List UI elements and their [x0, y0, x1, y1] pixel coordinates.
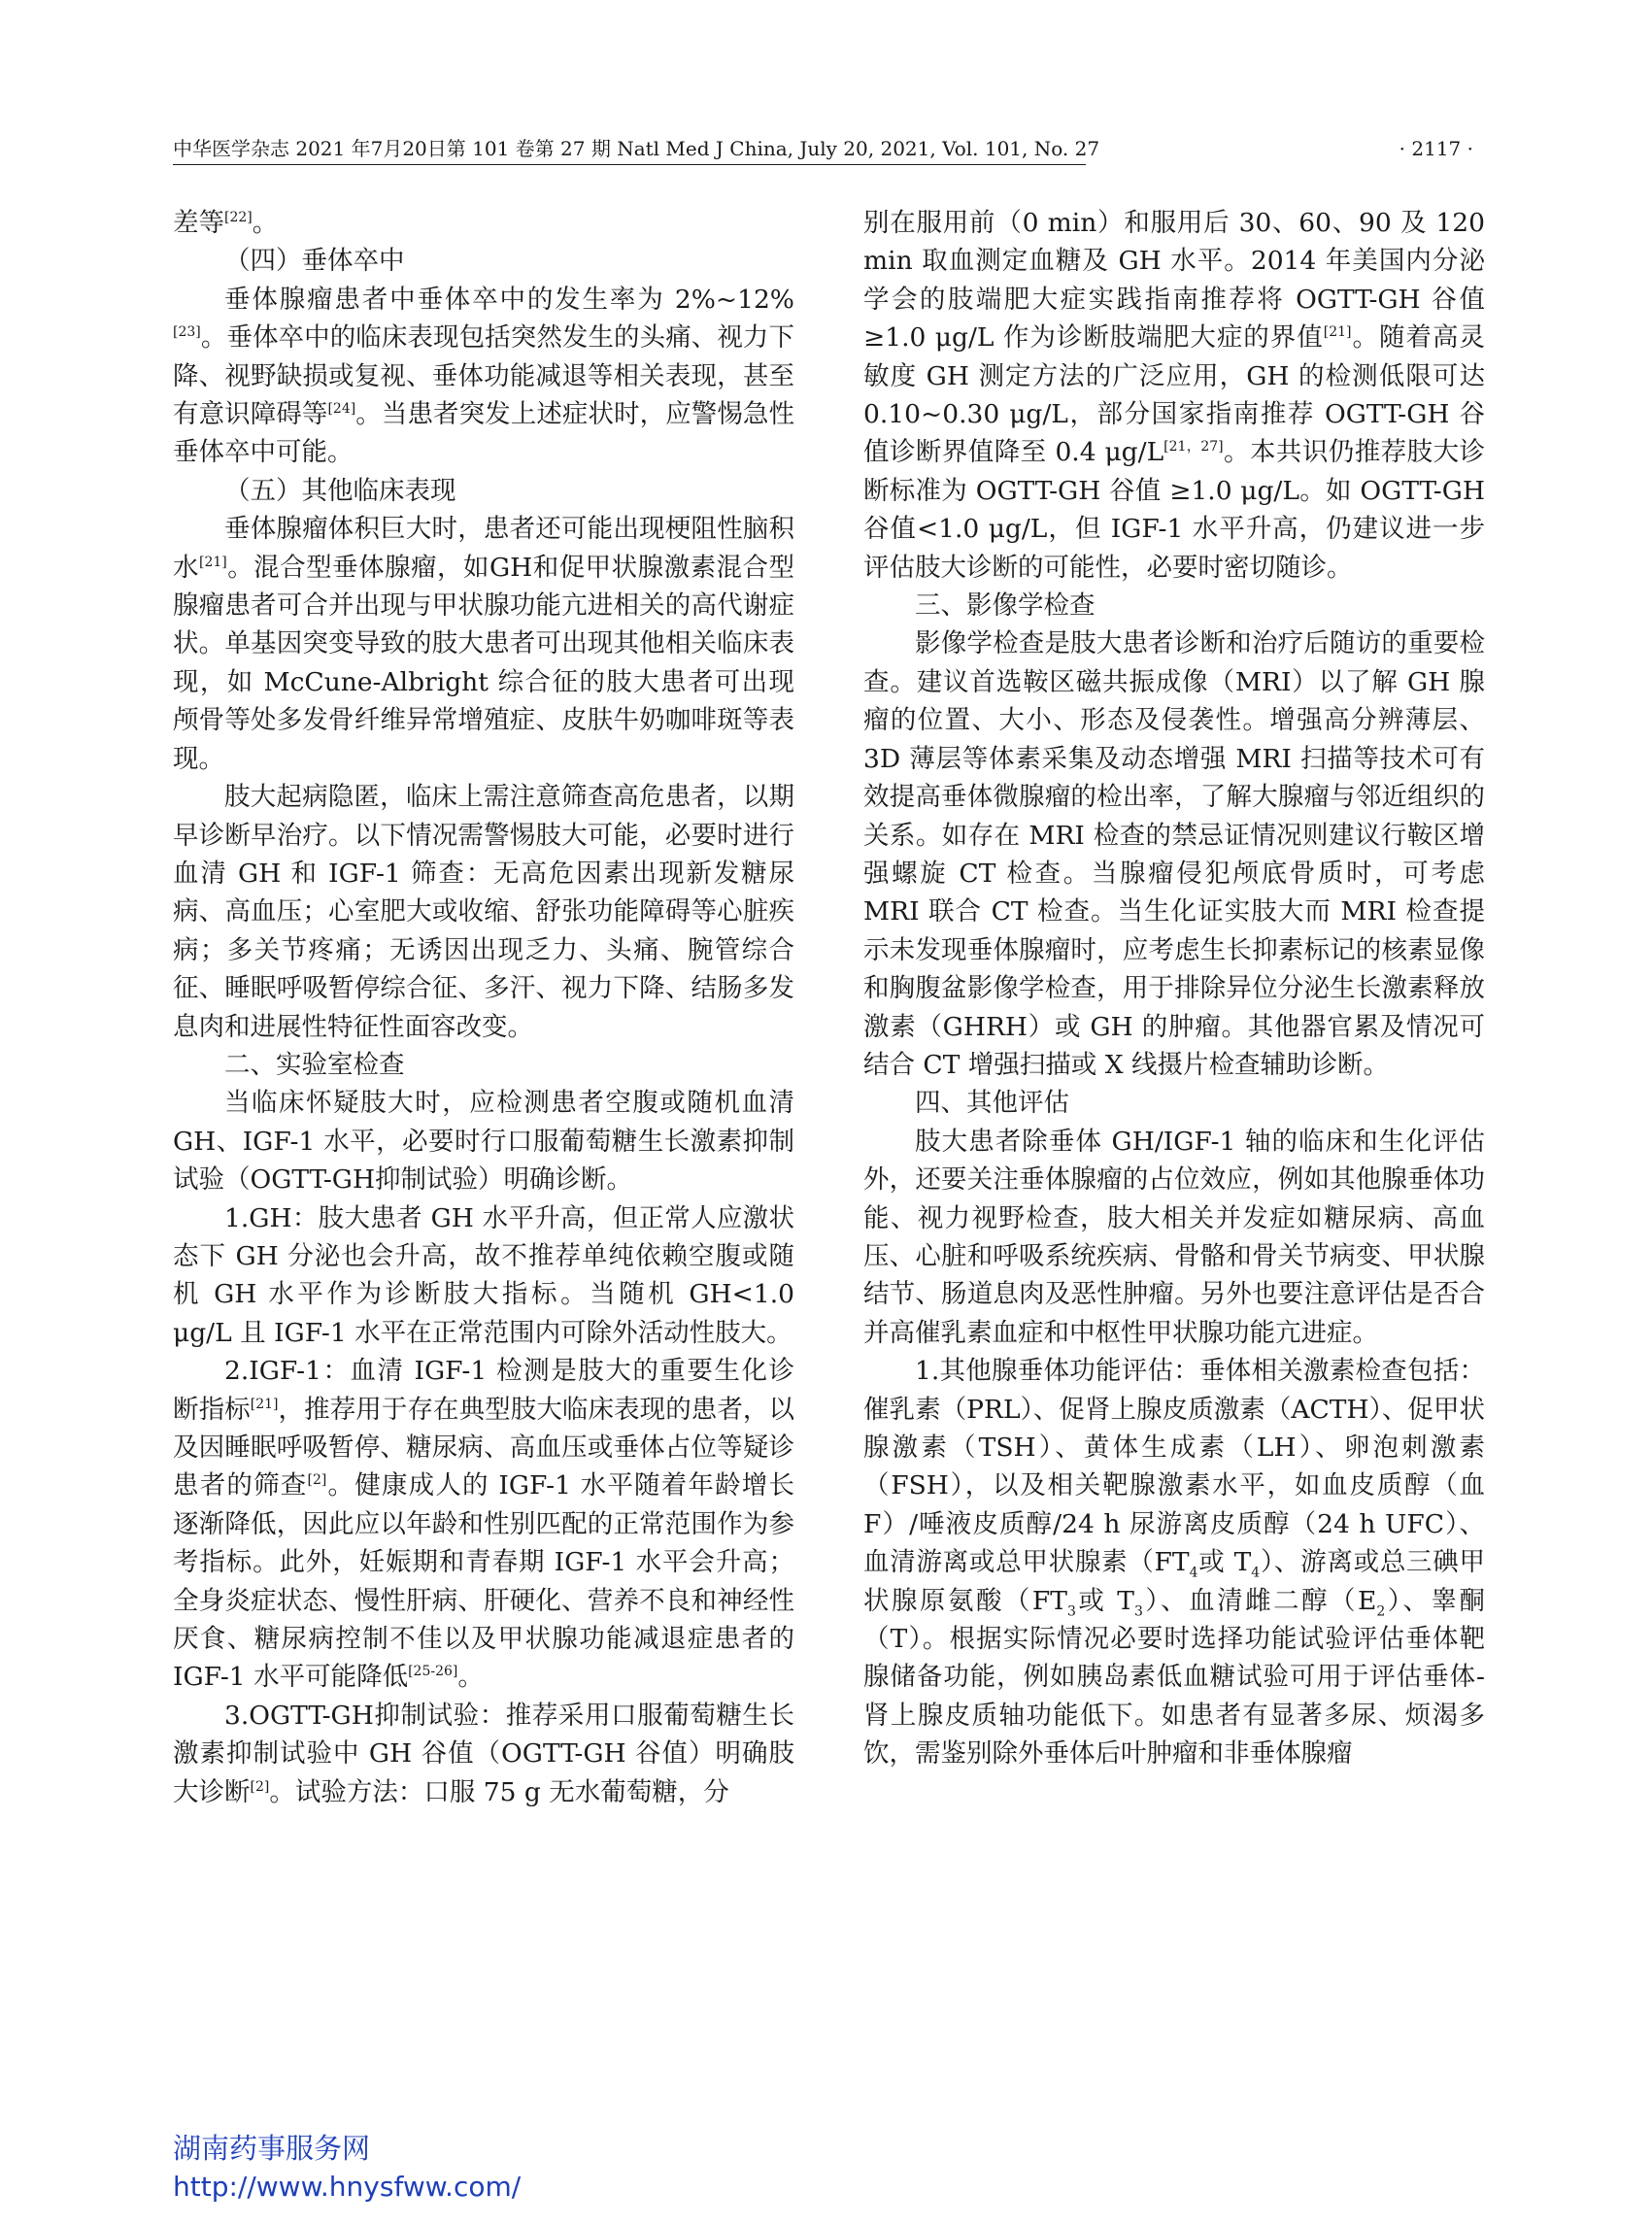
paragraph: 差等[22]。: [173, 208, 279, 238]
section-heading: 三、影像学检查: [915, 590, 1096, 622]
citation-ref[interactable]: [22]: [224, 210, 253, 226]
paragraph: 当临床怀疑肢大时，应检测患者空腹或随机血清 GH、IGF-1 水平，必要时行口服葡萄糖生长激素抑制试验（OGTT-GH抑制试验）明确诊断。: [173, 1088, 794, 1196]
citation-ref[interactable]: [24]: [327, 401, 356, 418]
section-heading: 四、其他评估: [915, 1088, 1069, 1119]
paragraph: 1.其他腺垂体功能评估：垂体相关激素检查包括：催乳素（PRL）、促肾上腺皮质激素（ACTH）、促甲状腺激素（TSH）、黄体生成素（LH）、卵泡刺激素（FSH），以及相关靶腺激素水平，如血皮质醇（血F）/唾液皮质醇/24 h 尿游离皮质醇（24 h UFC）、血清游离或总甲状腺素（$FT_4$或 $T_4$）、游离或总三碘甲状腺原氨酸（$FT_3$或 $T_3$）、血清雌二醇$(E_2)$、睾酮（T）。根据实际情况必要时选择功能试验评估垂体靶腺储备功能，例如胰岛素低血糖试验可用于评估垂体-肾上腺皮质轴功能低下。如患者有显著多尿、烦渴多饮，需鉴别除外垂体后叶肿瘤和非垂体腺瘤: [863, 1356, 1486, 1770]
paragraph: 别在服用前（0 min）和服用后 30、60、90 及 120 min 取血测定血糖及 GH 水平。2014 年美国内分泌学会的肢端肥大症实践指南推荐将 OGTT-GH 谷值≥1.0 μg/L 作为诊断肢端肥大症的界值[21]。随着高灵敏度 GH 测定方法的广泛应用，GH 的检测低限可达 0.10~0.30 μg/L，部分国家指南推荐 OGTT-GH 谷值诊断界值降至 0.4 μg/L[21，27]。本共识仍推荐肢大诊断标准为 OGTT-GH 谷值 ≥1.0 μg/L。如 OGTT-GH 谷值<1.0 μg/L，但 IGF-1 水平升高，仍建议进一步评估肢大诊断的可能性，必要时密切随诊。: [863, 208, 1486, 583]
paragraph: 垂体腺瘤体积巨大时，患者还可能出现梗阻性脑积水[21]。混合型垂体腺瘤，如GH和促甲状腺激素混合型腺瘤患者可合并出现与甲状腺功能亢进相关的高代谢症状。单基因突变导致的肢大患者可出现其他相关临床表现，如 McCune-Albright 综合征的肢大患者可出现颅骨等处多发骨纤维异常增殖症、皮肤牛奶咖啡斑等表现。: [173, 514, 795, 774]
citation-ref[interactable]: [2]: [250, 1778, 270, 1795]
paragraph: 肢大患者除垂体 GH/IGF-1 轴的临床和生化评估外，还要关注垂体腺瘤的占位效应，例如其他腺垂体功能、视力视野检查，肢大相关并发症如糖尿病、高血压、心脏和呼吸系统疾病、骨骼和骨关节病变、甲状腺结节、肠道息肉及恶性肿瘤。另外也要注意评估是否合并高催乳素血症和中枢性甲状腺功能亢进症。: [863, 1126, 1485, 1348]
watermark: [173, 2129, 521, 2207]
citation-ref[interactable]: [21]: [198, 554, 227, 570]
citation-ref[interactable]: [2]: [307, 1472, 327, 1489]
paragraph: 3.OGTT-GH抑制试验：推荐采用口服葡萄糖生长激素抑制试验中 GH 谷值（OGTT-GH 谷值）明确肢大诊断[2]。试验方法：口服 75 g 无水葡萄糖，分: [173, 1700, 794, 1807]
citation-ref[interactable]: [21]: [250, 1396, 279, 1412]
paragraph: 影像学检查是肢大患者诊断和治疗后随访的重要检查。建议首选鞍区磁共振成像（MRI）以了解 GH 腺瘤的位置、大小、形态及侵袭性。增强高分辨薄层、3D 薄层等体素采集及动态增强 MRI 扫描等技术可有效提高垂体微腺瘤的检出率，了解大腺瘤与邻近组织的关系。如存在 MRI 检查的禁忌证情况则建议行鞍区增强螺旋 CT 检查。当腺瘤侵犯颅底骨质时，可考虑 MRI 联合 CT 检查。当生化证实肢大而 MRI 检查提示未发现垂体腺瘤时，应考虑生长抑素标记的核素显像和胸腹盆影像学检查，用于排除异位分泌生长激素释放激素（GHRH）或 GH 的肿瘤。其他器官累及情况可结合 CT 增强扫描或 X 线摄片检查辅助诊断。: [863, 628, 1485, 1080]
page-number: · 2117 ·: [1399, 137, 1473, 160]
section-heading: 二、实验室检查: [224, 1049, 405, 1080]
journal-citation: 中华医学杂志 2021 年7月20日第 101 卷第 27 期 Natl Med J China, July 20, 2021, Vol. 101, No. 27: [173, 137, 1100, 160]
paragraph: 2.IGF-1：血清 IGF-1 检测是肢大的重要生化诊断指标[21]，推荐用于存在典型肢大临床表现的患者，以及因睡眠呼吸暂停、糖尿病、高血压或垂体占位等疑诊患者的筛查[2]。健康成人的 IGF-1 水平随着年龄增长逐渐降低，因此应以年龄和性别匹配的正常范围作为参考指标。此外，妊娠期和青春期 IGF-1 水平会升高；全身炎症状态、慢性肝病、肝硬化、营养不良和神经性厌食、糖尿病控制不佳以及甲状腺功能减退症患者的 IGF-1 水平可能降低[25-26]。: [173, 1356, 795, 1693]
citation-ref[interactable]: [21，27]: [1163, 439, 1224, 455]
paragraph: 肢大起病隐匿，临床上需注意筛查高危患者，以期早诊断早治疗。以下情况需警惕肢大可能，必要时进行血清 GH 和 IGF-1 筛查：无高危因素出现新发糖尿病、高血压；心室肥大或收缩、舒张功能障碍等心脏疾病；多关节疼痛；无诱因出现乏力、头痛、腕管综合征、睡眠呼吸暂停综合征、多汗、视力下降、结肠多发息肉和进展性特征性面容改变。: [173, 782, 794, 1042]
left-column: [173, 204, 794, 1811]
paragraph: 1.GH：肢大患者 GH 水平升高，但正常人应激状态下 GH 分泌也会升高，故不推荐单纯依赖空腹或随机 GH 水平作为诊断肢大指标。当随机 GH<1.0 μg/L 且 IGF-1 水平在正常范围内可除外活动性肢大。: [173, 1202, 794, 1348]
citation-ref[interactable]: [21]: [1323, 324, 1352, 341]
section-heading: （四）垂体卒中: [224, 246, 405, 277]
watermark-name: 湖南药事服务网: [173, 2132, 371, 2165]
citation-ref[interactable]: [25-26]: [408, 1664, 458, 1680]
citation-ref[interactable]: [23]: [173, 324, 201, 341]
header-rule: [173, 164, 1086, 165]
paragraph: 垂体腺瘤患者中垂体卒中的发生率为 2%~12%[23]。垂体卒中的临床表现包括突然发生的头痛、视力下降、视野缺损或复视、垂体功能减退等相关表现，甚至有意识障碍等[24]。当患者突发上述症状时，应警惕急性垂体卒中可能。: [173, 284, 795, 468]
right-column: [863, 204, 1485, 1773]
section-heading: （五）其他临床表现: [224, 475, 456, 506]
running-header: [173, 132, 1481, 165]
watermark-url[interactable]: http://www.hnysfww.com/: [173, 2171, 522, 2203]
